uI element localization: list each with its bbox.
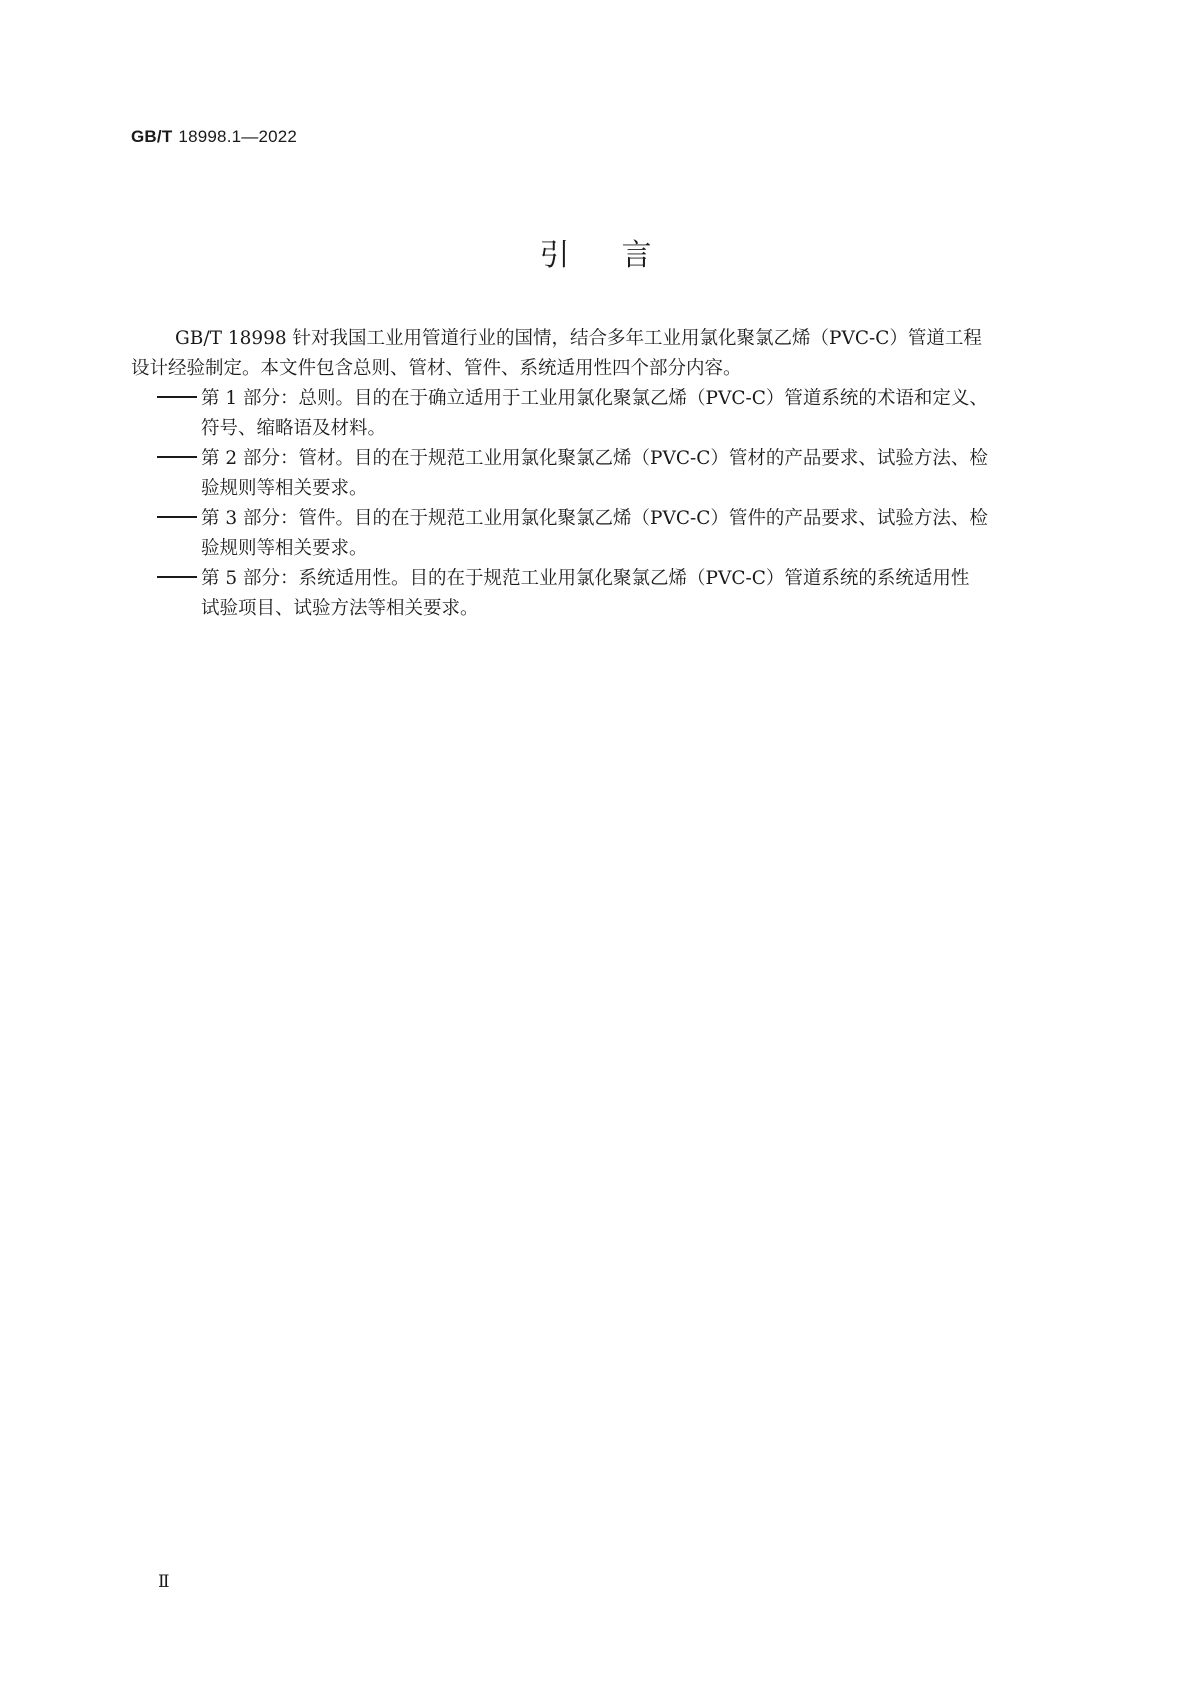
list-item-text: 第 3 部分：管件。目的在于规范工业用氯化聚氯乙烯（PVC-C）管件的产品要求、试验方法、检	[201, 508, 988, 529]
dash-bullet	[157, 504, 201, 534]
list-item-text: 第 2 部分：管材。目的在于规范工业用氯化聚氯乙烯（PVC-C）管材的产品要求、试验方法、检	[201, 448, 988, 469]
list-item	[157, 384, 1065, 414]
page-title: 引言	[539, 238, 704, 273]
dash-bullet	[157, 564, 201, 594]
standard-number-header	[131, 127, 297, 147]
page-number: Ⅱ	[158, 1572, 170, 1592]
dash-bullet	[157, 444, 201, 474]
list-item-continuation: 验规则等相关要求。	[201, 478, 368, 499]
list-item-continuation: 验规则等相关要求。	[201, 538, 368, 559]
introduction-body	[131, 324, 1065, 624]
list-item	[157, 444, 1065, 474]
intro-paragraph-line-2: 设计经验制定。本文件包含总则、管材、管件、系统适用性四个部分内容。	[131, 358, 742, 379]
standard-prefix: GB/T	[131, 127, 173, 146]
list-item	[157, 504, 1065, 534]
intro-paragraph-line-1: GB/T 18998 针对我国工业用管道行业的国情，结合多年工业用氯化聚氯乙烯（PVC-C）管道工程	[175, 328, 982, 349]
dash-bullet	[157, 384, 201, 414]
list-item-text: 第 1 部分：总则。目的在于确立适用于工业用氯化聚氯乙烯（PVC-C）管道系统的术语和定义、	[201, 388, 988, 409]
list-item-text: 第 5 部分：系统适用性。目的在于规范工业用氯化聚氯乙烯（PVC-C）管道系统的系统适用性	[201, 568, 970, 589]
list-item	[157, 564, 1065, 594]
standard-number: 18998.1—2022	[178, 127, 298, 146]
list-item-continuation: 符号、缩略语及材料。	[201, 418, 387, 439]
list-item-continuation: 试验项目、试验方法等相关要求。	[201, 598, 479, 619]
